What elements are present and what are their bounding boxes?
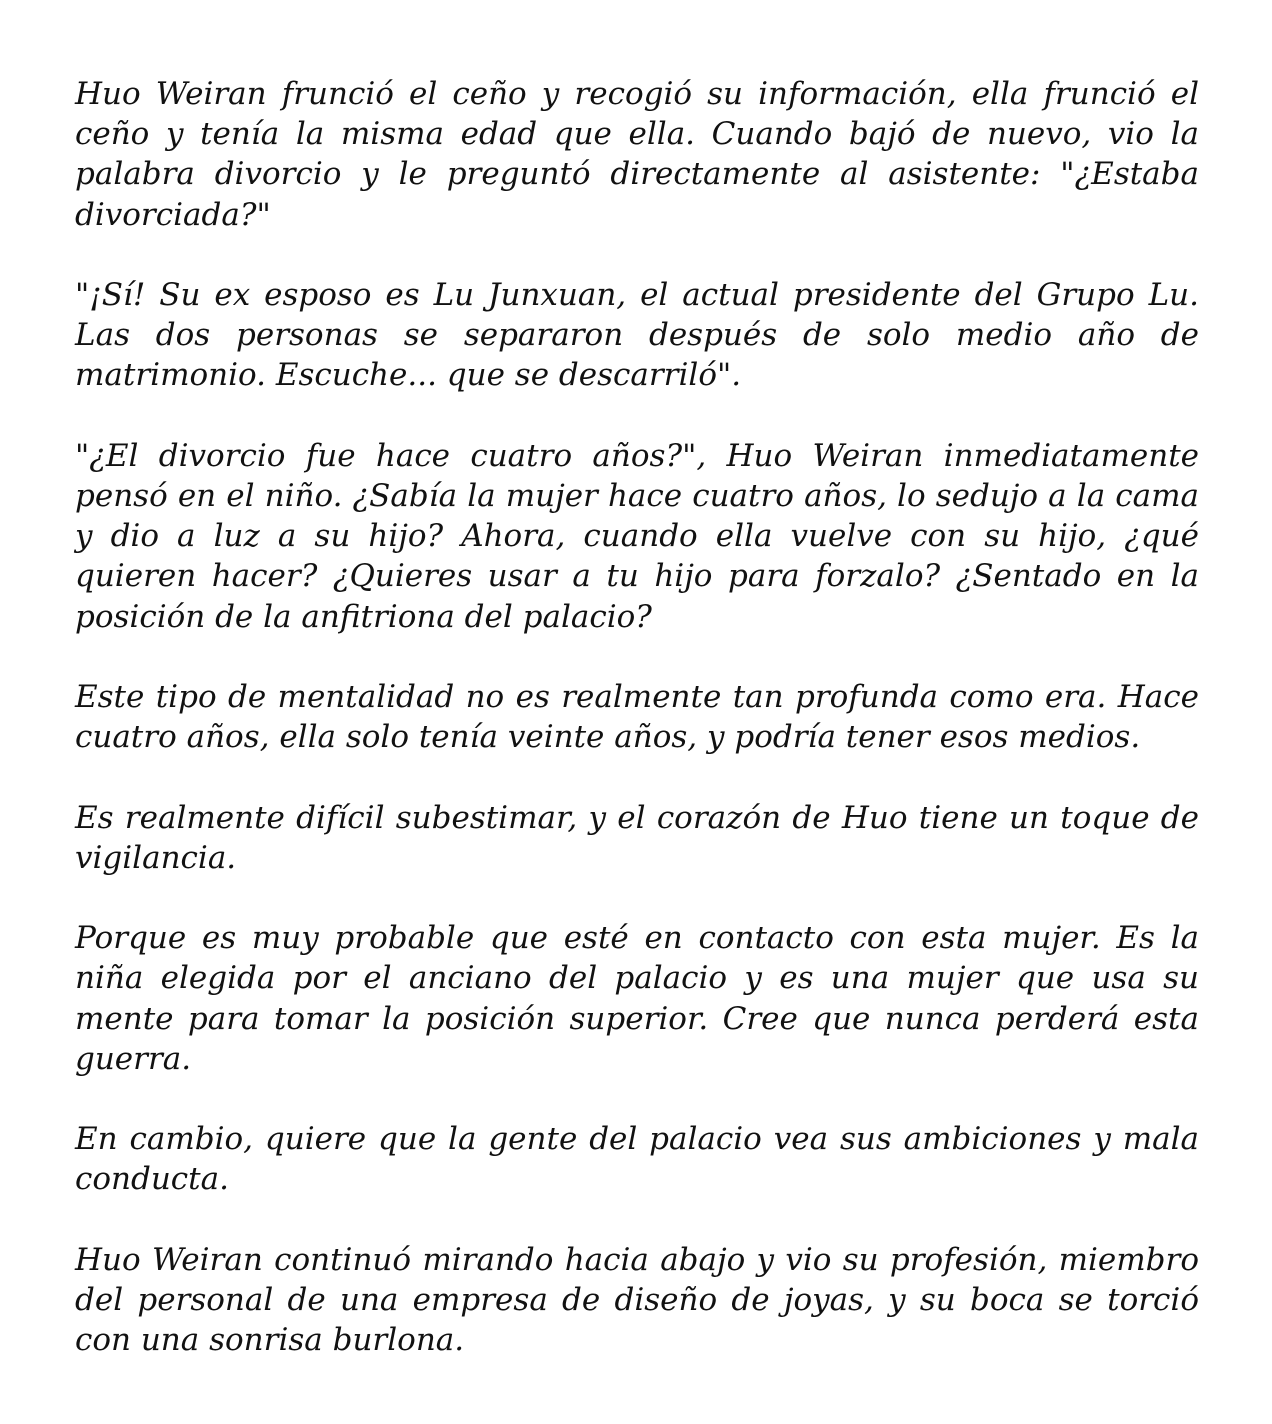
paragraph-2: "¡Sí! Su ex esposo es Lu Junxuan, el actual presidente del Grupo Lu. Las dos personas se separaron después de solo medio año de matrimonio. Escuche... que se descarriló". (75, 277, 1199, 394)
paragraph-7: En cambio, quiere que la gente del palacio vea sus ambiciones y mala conducta. (75, 1121, 1199, 1198)
document-body (75, 74, 1199, 1360)
paragraph-5: Es realmente difícil subestimar, y el corazón de Huo tiene un toque de vigilancia. (75, 799, 1199, 876)
paragraph-8: Huo Weiran continuó mirando hacia abajo y vio su profesión, miembro del personal de una empresa de diseño de joyas, y su boca se torció con una sonrisa burlona. (75, 1241, 1199, 1359)
paragraph-1: Huo Weiran frunció el ceño y recogió su información, ella frunció el ceño y tenía la misma edad que ella. Cuando bajó de nuevo, vio la palabra divorcio y le preguntó directamente al asistente: "¿Estaba divorciada?" (75, 76, 1199, 233)
paragraph-6: Porque es muy probable que esté en contacto con esta mujer. Es la niña elegida por el anciano del palacio y es una mujer que usa su mente para tomar la posición superior. Cree que nunca perderá esta guerra. (75, 920, 1199, 1077)
paragraph-3: "¿El divorcio fue hace cuatro años?", Huo Weiran inmediatamente pensó en el niño. ¿Sabía la mujer hace cuatro años, lo sedujo a la cama y dio a luz a su hijo? Ahora, cuando ella vuelve con su hijo, ¿qué quieren hacer? ¿Quieres usar a tu hijo para forzalo? ¿Sentado en la posición de la anfitriona del palacio? (75, 437, 1199, 635)
paragraph-4: Este tipo de mentalidad no es realmente tan profunda como era. Hace cuatro años, ella solo tenía veinte años, y podría tener esos medios. (75, 679, 1199, 756)
